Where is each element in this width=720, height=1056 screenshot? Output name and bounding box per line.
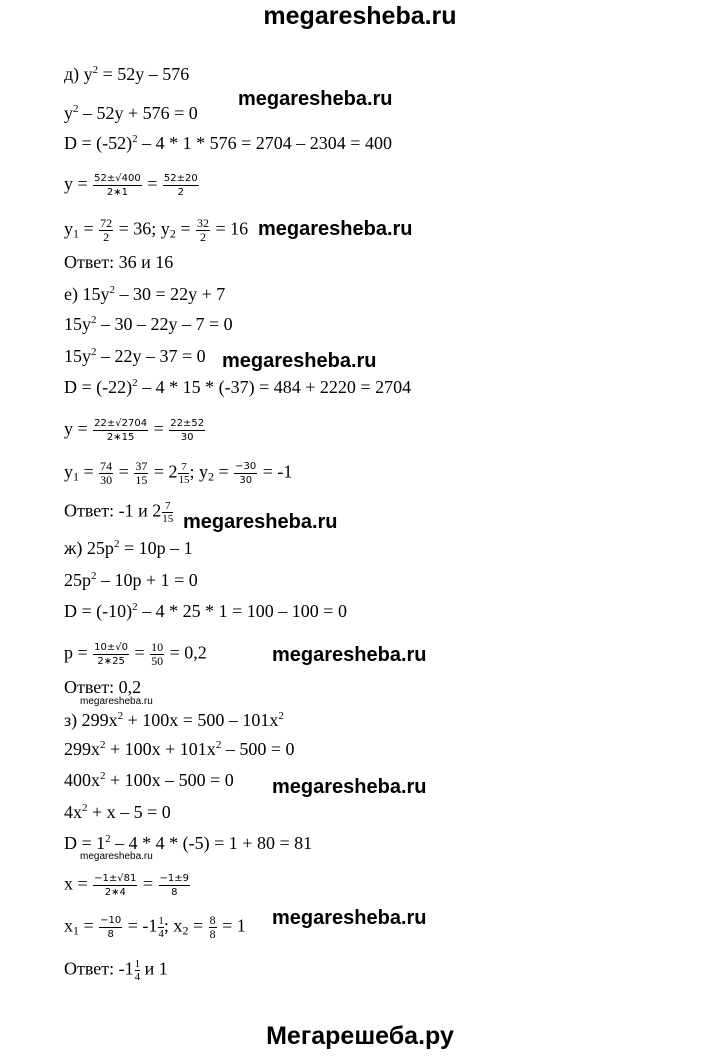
eq-d-1: д) $y^2 = 52y - 576$ [64,64,190,84]
fraction: $\frac{10\pm√0}{2∗25}$ [94,642,128,667]
fraction: $\frac{37}{15}$ [135,459,148,487]
watermark: megaresheba.ru [222,350,377,372]
watermark: megaresheba.ru [238,88,393,110]
fraction: $\frac{10}{50}$ [151,640,164,668]
fraction: $\frac{22\pm 52}{30}$ [170,418,205,443]
watermark: megaresheba.ru [272,776,427,798]
fraction: $\frac{74}{30}$ [100,459,113,487]
fraction: $\frac{52\pm 20}{2}$ [163,173,198,198]
eq-z-2: $299x^2 + 100x + 101x^2 - 500 = 0$ [64,739,295,759]
eq-d-2: $y^2 - 52y + 576 = 0$ [64,103,198,123]
fraction: $\frac{22\pm√2704}{2∗15}$ [94,418,148,443]
eq-zh-1: ж) $25p^2 = 10p - 1$ [64,538,193,558]
watermark: megaresheba.ru [183,511,338,533]
eq-z-7: $x_1$ = $\frac{-10}{8}$ = -1 $\frac{1}{4}$ ; $x_2$ = $\frac{8}{8}$ = 1 [64,913,246,941]
eq-e-3: $15y^2 - 22y - 37 = 0$ [64,346,206,366]
fraction: $\frac{72}{2}$ [100,216,113,244]
eq-e-5: y = $\frac{22\pm√2704}{2∗15}$ = $\frac{22\pm 52}{30}$ [64,418,205,443]
eq-d-5: $y_1$ = $\frac{72}{2}$ = 36; $y_2$ = $\frac{32}{2}$ = 16 [64,216,249,244]
mixed-fraction: $\frac{7}{15}$ [178,461,190,486]
eq-z-5: $D = 1^2 - 4 * 4 * (-5) = 1 + 80 = 81$ [64,833,313,853]
eq-d-3: $D = (-52)^2 - 4 * 1 * 576 = 2704 - 2304 = 400$ [64,133,392,153]
answer-e: Ответ: -1 и 2 $\frac{7}{15}$ [64,500,174,525]
fraction: $\frac{-1\pm 9}{8}$ [159,873,190,898]
site-footer: Мегарешеба.ру [266,1022,454,1050]
mixed-fraction: $\frac{1}{4}$ [134,958,141,983]
eq-e-2: $15y^2 - 30 - 22y - 7 = 0$ [64,314,233,334]
eq-e-4: $D = (-22)^2 - 4 * 15 * (-37) = 484 + 2220 = 2704$ [64,377,412,397]
eq-z-6: x = $\frac{-1\pm√81}{2∗4}$ = $\frac{-1\pm 9}{8}$ [64,873,190,898]
mixed-fraction: $\frac{1}{4}$ [158,915,164,940]
eq-zh-3: $D = (-10)^2 - 4 * 25 * 1 = 100 - 100 = 0$ [64,601,347,621]
eq-zh-2: $25p^2 - 10p + 1 = 0$ [64,570,198,590]
eq-z-1: з) $299x^2 + 100x = 500 - 101x^2$ [64,710,284,730]
fraction: $\frac{52\pm√400}{2∗1}$ [94,173,141,198]
fraction: $\frac{32}{2}$ [196,216,209,244]
watermark: megaresheba.ru [272,644,427,666]
eq-zh-4: p = $\frac{10\pm√0}{2∗25}$ = $\frac{10}{50}$ = 0,2 [64,640,207,668]
eq-e-6: $y_1$ = $\frac{74}{30}$ = $\frac{37}{15}$ = 2 $\frac{7}{15}$ ; $y_2$ = $\frac{-30}{30}$ = -1 [64,459,293,487]
fraction: $\frac{8}{8}$ [209,913,216,941]
site-header: megaresheba.ru [263,2,457,30]
answer-zh: Ответ: 0,2 [64,677,142,697]
fraction: $\frac{-10}{8}$ [100,915,122,940]
watermark: megaresheba.ru [258,218,413,240]
fraction: $\frac{-30}{30}$ [235,461,257,486]
watermark-small: megaresheba.ru [80,696,153,707]
eq-z-3: $400x^2 + 100x - 500 = 0$ [64,770,234,790]
eq-d-4: y = $\frac{52\pm√400}{2∗1}$ = $\frac{52\pm 20}{2}$ [64,173,198,198]
mixed-fraction: $\frac{7}{15}$ [162,500,174,525]
eq-z-4: $4x^2 + x - 5 = 0$ [64,802,171,822]
watermark-small: megaresheba.ru [80,851,153,862]
fraction: $\frac{-1\pm√81}{2∗4}$ [94,873,137,898]
answer-z: Ответ: -1 $\frac{1}{4}$ и 1 [64,958,168,983]
watermark: megaresheba.ru [272,907,427,929]
eq-e-1: е) $15y^2 - 30 = 22y + 7$ [64,284,226,304]
answer-d: Ответ: 36 и 16 [64,252,174,272]
